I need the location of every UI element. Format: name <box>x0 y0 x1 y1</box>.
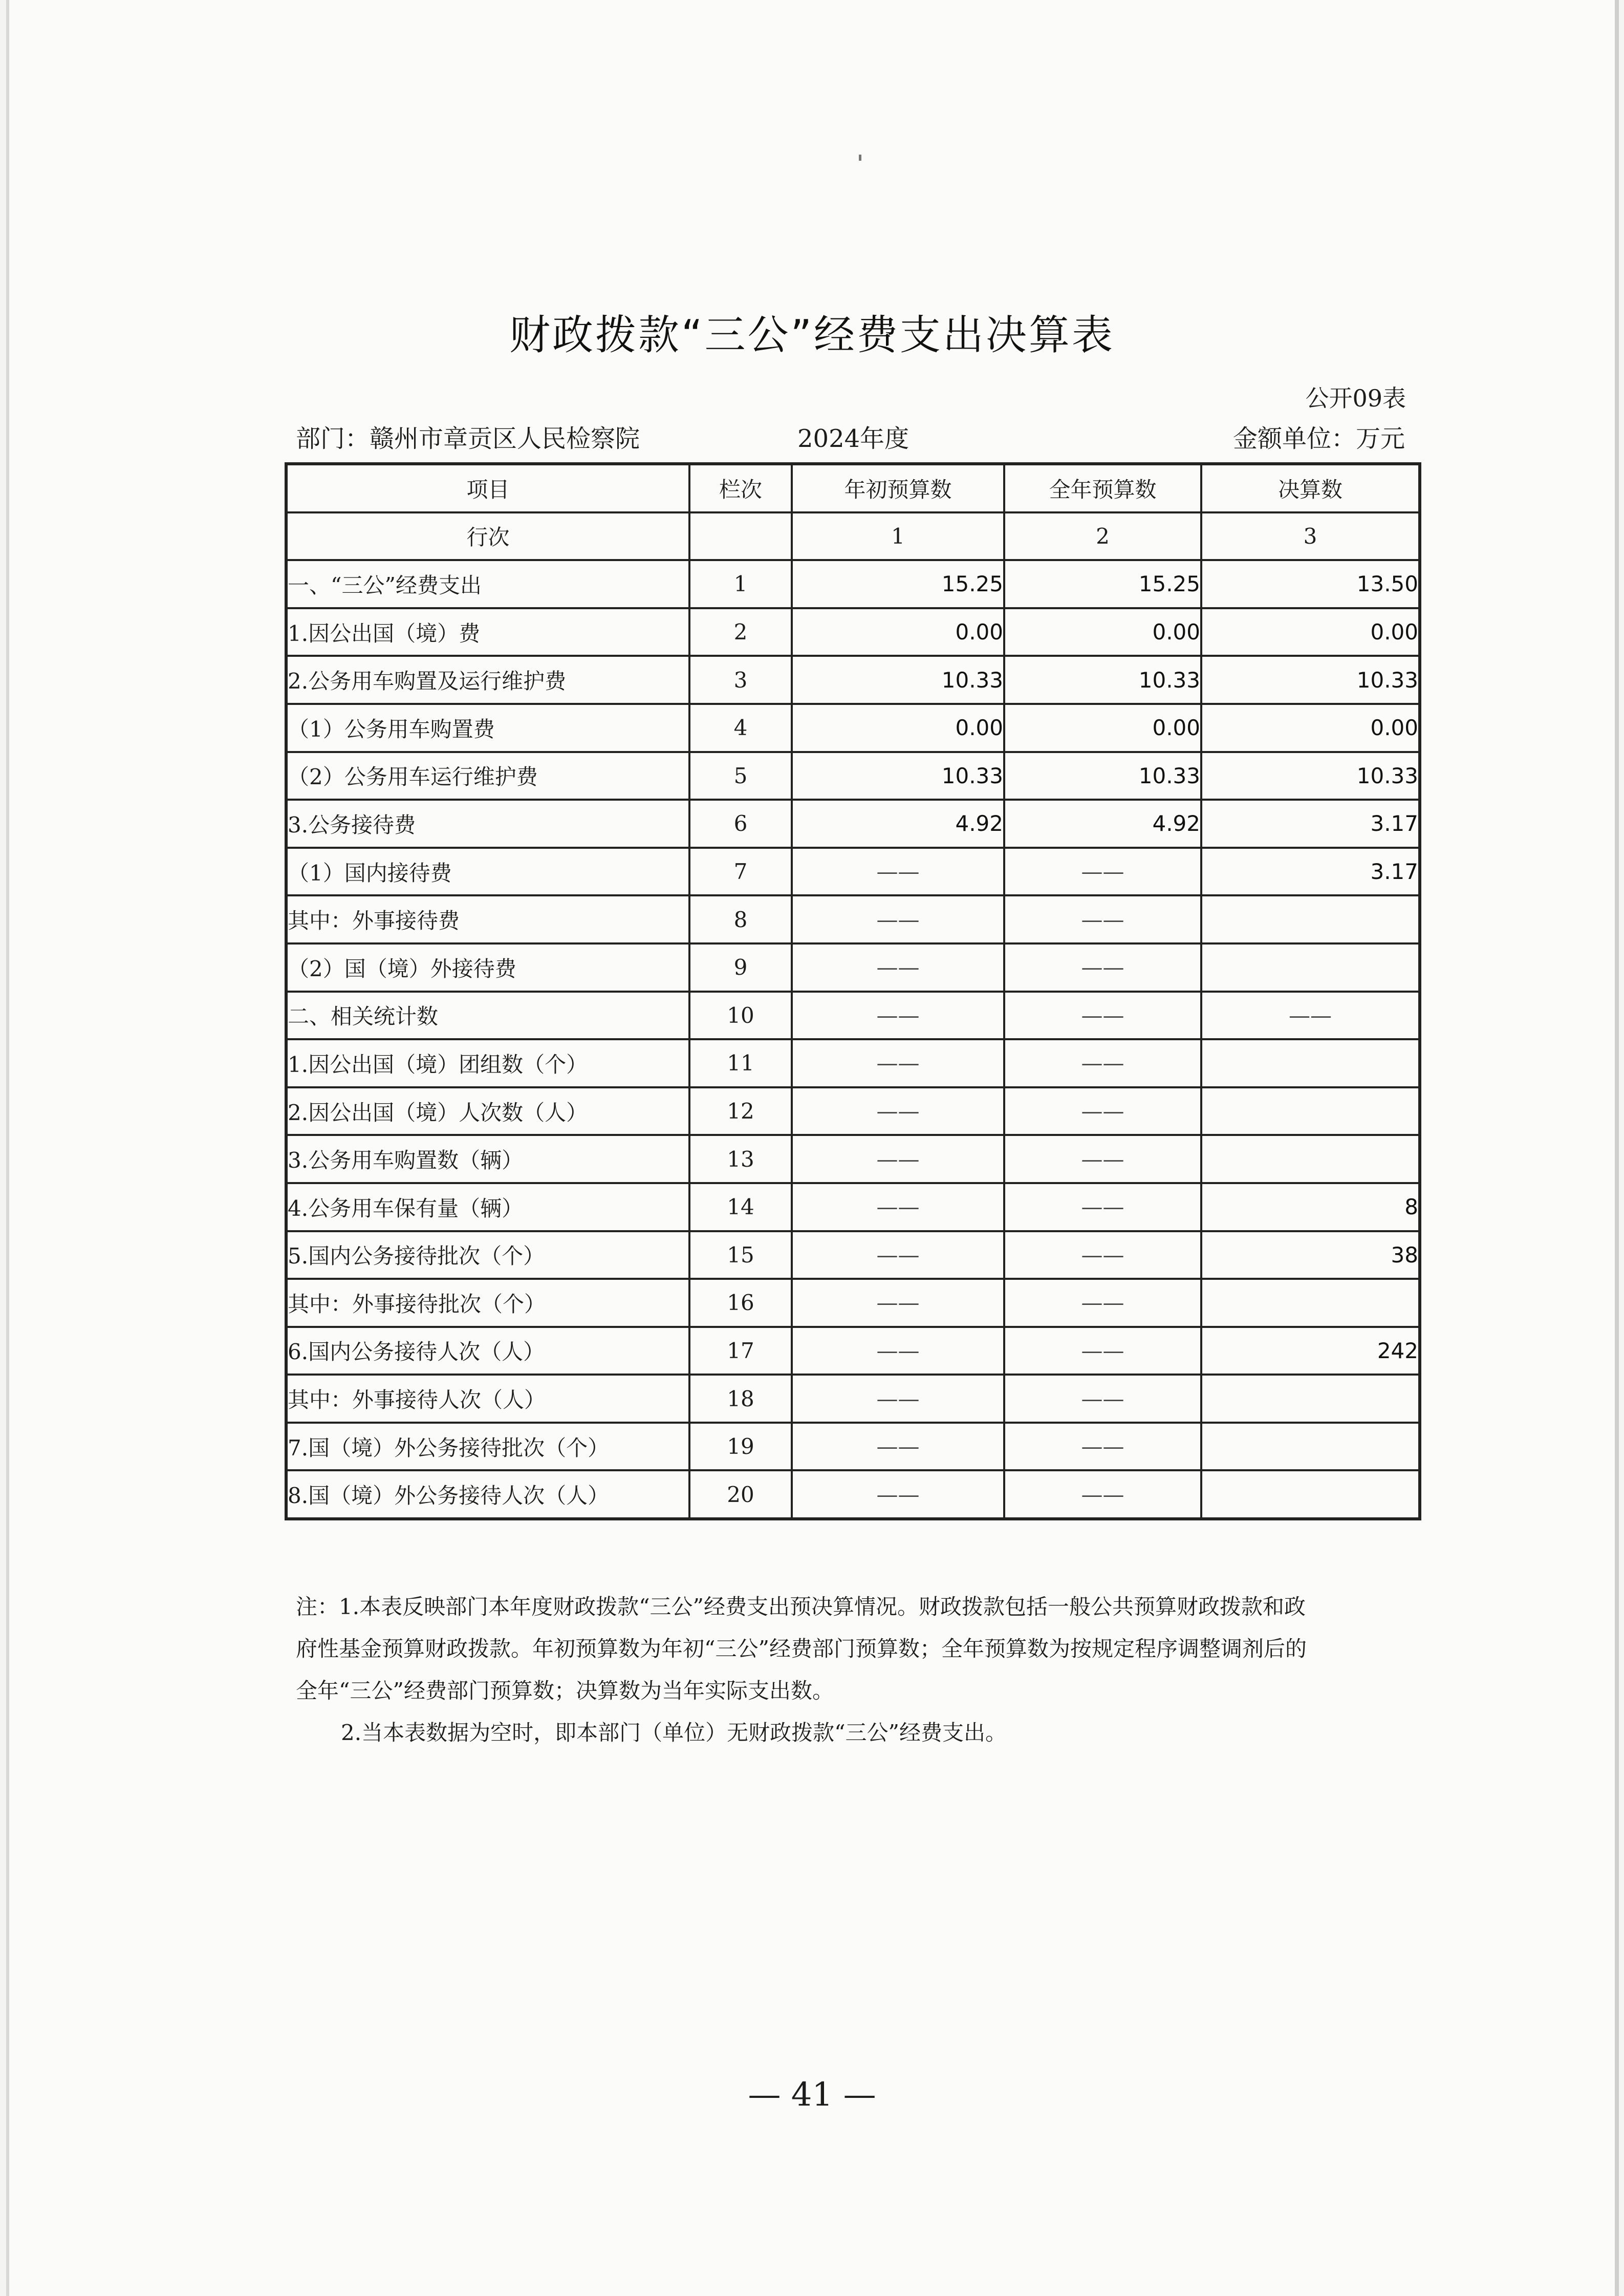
row-item: 1.因公出国（境）费 <box>286 608 689 656</box>
dash-cell: —— <box>1004 1375 1201 1423</box>
dash-cell: —— <box>792 1423 1004 1471</box>
amount-unit: 金额单位：万元 <box>1232 424 1405 453</box>
final-account-value <box>1201 1039 1420 1087</box>
dash-cell: —— <box>1004 1135 1201 1183</box>
final-account-value: 0.00 <box>1201 608 1420 656</box>
row-no: 8 <box>689 895 792 943</box>
row-no: 16 <box>689 1279 792 1327</box>
scan-speck <box>859 155 861 161</box>
dash-cell: —— <box>792 1039 1004 1087</box>
final-account-value <box>1201 895 1420 943</box>
final-account-value <box>1201 1135 1420 1183</box>
table-row <box>286 1135 1420 1183</box>
column-index-2: 2 <box>1004 512 1201 561</box>
initial-budget-value: 0.00 <box>792 608 1004 656</box>
table-row <box>286 560 1420 608</box>
final-account-value: 3.17 <box>1201 848 1420 896</box>
row-no: 20 <box>689 1470 792 1519</box>
dash-cell: —— <box>1004 1279 1201 1327</box>
row-item: 二、相关统计数 <box>286 992 689 1040</box>
table-row <box>286 656 1420 704</box>
row-item: 2.因公出国（境）人次数（人） <box>286 1087 689 1135</box>
row-no: 5 <box>689 752 792 800</box>
empty-cell <box>689 512 792 561</box>
dash-cell: —— <box>1004 1231 1201 1279</box>
row-no: 9 <box>689 943 792 992</box>
full-year-budget-value: 10.33 <box>1004 656 1201 704</box>
row-index-label: 行次 <box>286 512 689 561</box>
initial-budget-value: 0.00 <box>792 704 1004 752</box>
dash-cell: —— <box>792 1135 1004 1183</box>
row-item: 8.国（境）外公务接待人次（人） <box>286 1470 689 1519</box>
fiscal-year: 2024年度 <box>797 424 910 453</box>
table-row <box>286 1087 1420 1135</box>
row-item: （1）国内接待费 <box>286 848 689 896</box>
column-index-row <box>286 512 1420 561</box>
final-account-value: 13.50 <box>1201 560 1420 608</box>
final-account-value: 8 <box>1201 1183 1420 1231</box>
full-year-budget-value: 10.33 <box>1004 752 1201 800</box>
row-item: 其中：外事接待批次（个） <box>286 1279 689 1327</box>
dash-cell: —— <box>1004 1470 1201 1519</box>
dash-cell: —— <box>792 1087 1004 1135</box>
final-account-value: 10.33 <box>1201 656 1420 704</box>
table-row <box>286 1231 1420 1279</box>
table-row <box>286 1183 1420 1231</box>
note-line: 2.当本表数据为空时，即本部门（单位）无财政拨款“三公”经费支出。 <box>341 1720 1007 1745</box>
table-row <box>286 800 1420 848</box>
document-page <box>6 0 1619 2296</box>
table-code: 公开09表 <box>1305 384 1406 412</box>
dash-cell: —— <box>1004 1327 1201 1375</box>
table-row <box>286 1470 1420 1519</box>
row-no: 12 <box>689 1087 792 1135</box>
expense-table <box>285 462 1421 1520</box>
header-initial-budget: 年初预算数 <box>792 464 1004 512</box>
table-row <box>286 1279 1420 1327</box>
full-year-budget-value: 0.00 <box>1004 704 1201 752</box>
row-item: 1.因公出国（境）团组数（个） <box>286 1039 689 1087</box>
table-row <box>286 1423 1420 1471</box>
dash-cell: —— <box>792 848 1004 896</box>
table-row <box>286 992 1420 1040</box>
row-item: 其中：外事接待费 <box>286 895 689 943</box>
header-final-account: 决算数 <box>1201 464 1420 512</box>
table-row <box>286 1327 1420 1375</box>
initial-budget-value: 10.33 <box>792 752 1004 800</box>
table-notes <box>296 1586 1406 1754</box>
table-row <box>286 1375 1420 1423</box>
dash-cell: —— <box>792 1183 1004 1231</box>
table-row <box>286 895 1420 943</box>
dash-cell: —— <box>1004 1039 1201 1087</box>
column-index-3: 3 <box>1201 512 1420 561</box>
row-no: 4 <box>689 704 792 752</box>
row-item: （1）公务用车购置费 <box>286 704 689 752</box>
dash-cell: —— <box>792 992 1004 1040</box>
dash-cell: —— <box>792 1470 1004 1519</box>
full-year-budget-value: 0.00 <box>1004 608 1201 656</box>
row-no: 17 <box>689 1327 792 1375</box>
final-account-value: 3.17 <box>1201 800 1420 848</box>
row-no: 2 <box>689 608 792 656</box>
table-row <box>286 704 1420 752</box>
row-item: 7.国（境）外公务接待批次（个） <box>286 1423 689 1471</box>
row-item: 2.公务用车购置及运行维护费 <box>286 656 689 704</box>
row-no: 13 <box>689 1135 792 1183</box>
dash-cell: —— <box>1004 1183 1201 1231</box>
row-no: 6 <box>689 800 792 848</box>
final-account-value: 38 <box>1201 1231 1420 1279</box>
table-row <box>286 752 1420 800</box>
final-account-value: 242 <box>1201 1327 1420 1375</box>
row-item: 3.公务接待费 <box>286 800 689 848</box>
dash-cell: —— <box>1004 1423 1201 1471</box>
row-no: 18 <box>689 1375 792 1423</box>
header-full-year-budget: 全年预算数 <box>1004 464 1201 512</box>
initial-budget-value: 4.92 <box>792 800 1004 848</box>
dash-cell: —— <box>792 1327 1004 1375</box>
dash-cell: —— <box>1004 943 1201 992</box>
full-year-budget-value: 15.25 <box>1004 560 1201 608</box>
initial-budget-value: 15.25 <box>792 560 1004 608</box>
page-number: — 41 — <box>748 2076 876 2114</box>
row-item: 5.国内公务接待批次（个） <box>286 1231 689 1279</box>
final-account-value <box>1201 943 1420 992</box>
note-line: 府性基金预算财政拨款。年初预算数为年初“三公”经费部门预算数；全年预算数为按规定程序调整调剂后的 <box>296 1636 1307 1661</box>
header-column-no: 栏次 <box>689 464 792 512</box>
row-no: 15 <box>689 1231 792 1279</box>
final-account-value <box>1201 1375 1420 1423</box>
row-no: 14 <box>689 1183 792 1231</box>
dash-cell: —— <box>792 1279 1004 1327</box>
row-no: 7 <box>689 848 792 896</box>
initial-budget-value: 10.33 <box>792 656 1004 704</box>
row-item: 4.公务用车保有量（辆） <box>286 1183 689 1231</box>
final-account-value: 10.33 <box>1201 752 1420 800</box>
final-account-value: 0.00 <box>1201 704 1420 752</box>
row-no: 19 <box>689 1423 792 1471</box>
final-account-value <box>1201 1423 1420 1471</box>
row-item: （2）公务用车运行维护费 <box>286 752 689 800</box>
row-no: 10 <box>689 992 792 1040</box>
row-item: 3.公务用车购置数（辆） <box>286 1135 689 1183</box>
note-line: 全年“三公”经费部门预算数；决算数为当年实际支出数。 <box>296 1678 834 1703</box>
dash-cell: —— <box>792 1375 1004 1423</box>
row-item: 一、“三公”经费支出 <box>286 560 689 608</box>
table-row <box>286 608 1420 656</box>
table-row <box>286 848 1420 896</box>
final-account-value <box>1201 1279 1420 1327</box>
dash-cell: —— <box>792 943 1004 992</box>
department-label: 部门：赣州市章贡区人民检察院 <box>296 424 640 453</box>
note-line: 注：1.本表反映部门本年度财政拨款“三公”经费支出预决算情况。财政拨款包括一般公共预算财政拨款和政 <box>296 1594 1306 1619</box>
dash-cell: —— <box>1004 1087 1201 1135</box>
dash-cell: —— <box>1004 992 1201 1040</box>
final-account-value <box>1201 1087 1420 1135</box>
dash-cell: —— <box>1004 848 1201 896</box>
dash-cell: —— <box>1201 992 1420 1040</box>
header-row <box>286 464 1420 512</box>
row-no: 3 <box>689 656 792 704</box>
row-no: 1 <box>689 560 792 608</box>
row-item: 6.国内公务接待人次（人） <box>286 1327 689 1375</box>
column-index-1: 1 <box>792 512 1004 561</box>
dash-cell: —— <box>1004 895 1201 943</box>
dash-cell: —— <box>792 895 1004 943</box>
table-row <box>286 943 1420 992</box>
header-item: 项目 <box>286 464 689 512</box>
row-item: 其中：外事接待人次（人） <box>286 1375 689 1423</box>
dash-cell: —— <box>792 1231 1004 1279</box>
page-title: 财政拨款“三公”经费支出决算表 <box>509 311 1115 359</box>
final-account-value <box>1201 1470 1420 1519</box>
row-item: （2）国（境）外接待费 <box>286 943 689 992</box>
row-no: 11 <box>689 1039 792 1087</box>
full-year-budget-value: 4.92 <box>1004 800 1201 848</box>
table-row <box>286 1039 1420 1087</box>
